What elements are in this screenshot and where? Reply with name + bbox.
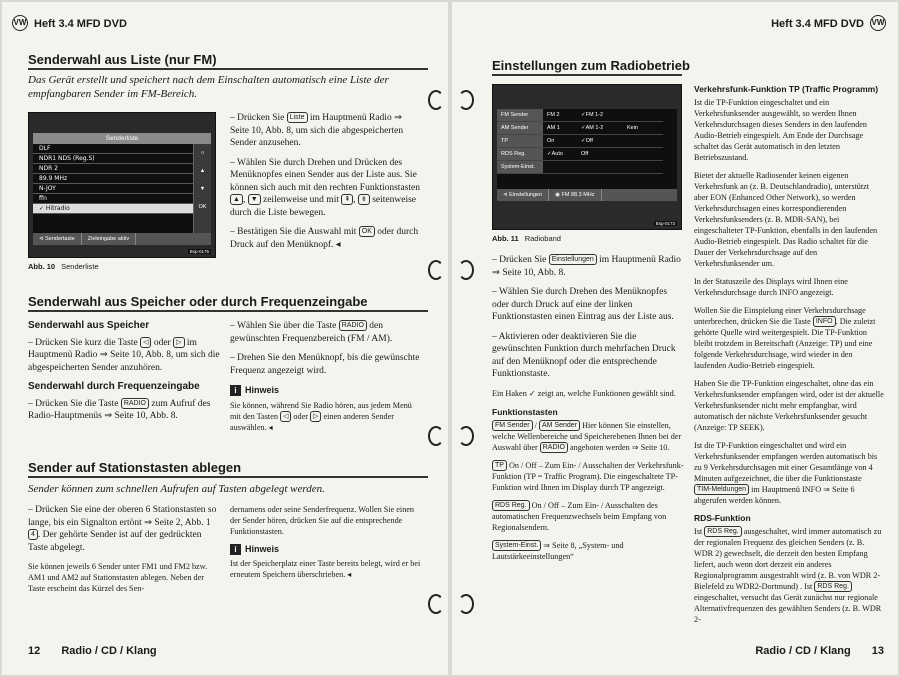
speicher-left-col: Senderwahl aus Speicher – Drücken Sie kurz die Taste ◁ oder ▷ im Hauptmenü Radio ⇒ Seite 10, Abb. 8, um sich die abgespeicherten Sender anzuhören. Senderwahl durch Frequenzeingabe – Drücken Sie die Taste RADIO zum Aufruf des Radio-Hauptmenüs ⇒ Seite 10, Abb. 8. [28,320,220,421]
info-icon: i [230,385,241,396]
binding-ring-icon [428,426,444,446]
screen-bottom-bar [33,233,211,245]
screen-title: Senderliste [33,133,211,144]
binding-ring-icon [428,90,444,110]
page-number: 13 [871,645,884,657]
einstellungen-key: ⊲ Einstellungen [497,189,549,201]
binding-ring-icon [458,426,474,446]
up-key: ▲ [230,194,243,205]
station-row: 89.9 MHz [33,174,193,184]
caption-number: Abb. 10 [28,262,56,271]
senderliste-screenshot [28,112,216,258]
figure-code: Bsp-0175 [189,249,209,254]
arrow-up-icon: ▲ [199,168,206,174]
liste-key: Liste [287,112,308,123]
page-up-key: ⇞ [341,194,353,205]
divider [28,476,428,478]
section-intro: Das Gerät erstellt und speichert nach dem Einschalten automatisch eine Liste der empfangbaren Sender im FM-Bereich. [28,74,389,100]
section-title-speicher: Senderwahl aus Speicher oder durch Frequenzeingabe [28,294,368,309]
page-down-key: ⇟ [358,194,370,205]
divider [28,68,428,70]
hinweis-heading: i Hinweis [230,544,422,555]
binding-ring-icon [458,90,474,110]
station-row: N-JOY [33,184,193,194]
divider [28,310,428,312]
caption-number: Abb. 11 [492,234,519,243]
binding-ring-icon [458,594,474,614]
screen-side-keys [193,144,211,233]
ok-key: OK [198,204,207,210]
speicher-right-col: – Wählen Sie über die Taste RADIO den gewünschten Frequenzbereich (FM / AM). – Drehen Sie den Menüknopf, bis die gewünschte Frequenz angezeigt wird. i Hinweis Sie können, während Sie Radio hören, aus jedem Menü mit den Tasten ◁ oder ▷ einen anderen Sender auswählen. ◂ [230,320,422,433]
page-header: Heft 3.4 MFD DVD [771,18,864,30]
down-key: ▼ [248,194,261,205]
arrow-down-icon: ▼ [199,186,206,192]
right-page [452,2,898,675]
subheading: Senderwahl aus Speicher [28,320,150,331]
radioband-screenshot [492,84,682,230]
sendertaste-key: ⊲ Sendertaste [33,233,82,245]
info-icon: i [230,544,241,555]
footer-section: Radio / CD / Klang [61,645,157,657]
tp-rds-col: Verkehrsfunk-Funktion TP (Traffic Programm) Ist die TP-Funktion eingeschaltet und ein Verkehrsfunksender ausgewählt, so werden Ihnen Verkehrsdurchsagen dieses Senders in den laufenden Audio-Betrieb eingespielt. Am Ende der Durchsage schaltet das Gerät automatisch in den letzten Betriebszustand. Bietet der aktuelle Radiosender keinen eigenen Verkehrsfunk an (z. B. Deutschlandradio), unterstützt aber EON (Enhanced Other Network), so werden Verkehrsdurchsagen eines korrespondierenden Verkehrsfunksenders (z. B. MDR-SAN), bei eingeschalteter TP-Funktion, ebenfalls in den laufenden Audio-Betrieb eingespielt. Das Radio schaltet für die Dauer der Verkehrsdurchsage auf den Verkehrsfunksender um. In der Statuszeile des Displays wird Ihnen eine Verkehrsdurchsage durch INFO angezeigt. Wollen Sie die Einspielung einer Verkehrsdurchsage unterbrechen, drücken Sie die Taste INFO . Die zuletzt gehörte Quelle wird weitergespielt. Die TP-Funktion bleibt trotzdem in Bereitschaft (Anzeige: TP) und eine folgende Verkehrsdurchsage, wird wieder in den laufenden Audio-Betrieb eingespielt. Haben Sie die TP-Funktion eingeschaltet, ohne das ein Verkehrsfunksender empfangen wird, oder ist der aktuelle Verkehrsfunksender nicht mehr empfangbar, wird automatisch der nächste Verkehrsfunksender gesucht (Anzeige: TP SEEK). Ist die TP-Funktion eingeschaltet und wird ein Verkehrsfunksender empfangen werden automatisch bis zu 9 Verkehrsdurchsagen mit einer Gesamtlänge von 4 Minuten aufgezeichnet, die über die Funktionstaste TIM-Meldungen im Hauptmenü INFO ⇒ Seite 6 abgerufen werden können. RDS-Funktion Ist RDS Reg. ausgeschaltet, wird immer automatisch zu der regionalen Frequenz des gleichen Senders (z. B. WDR 2) gewechselt, die derzeit den besten Empfang liefert, auch wenn dort derzeit ein anderes Regionalprogramm ausgestrahlt wird (z. B. von WDR 2-Bielefeld zu WDR2-Dortmund) . Ist RDS Reg. eingeschaltet, versucht das Gerät zunächst nur regionale Alternativfrequenzen des gewählten Senders (z. B. WDR 2- [694,84,884,624]
binding-ring-icon [428,594,444,614]
divider [492,74,682,76]
settings-grid: FM Sender FM 2 ✓FM 1-2 AM Sender AM 1 ✓AM 1-2 Kein TP On ✓Off RDS Reg. ✓Auto Off System-Einst. [497,109,663,174]
instructions-liste: – Drücken Sie Liste im Hauptmenü Radio ⇒ Seite 10, Abb. 8, um sich die abgespeicherten Sender anzusehen. – Wählen Sie durch Drehen und Drücken des Menüknopfes einen Sender aus der Liste aus. Sie können sich auch mit den rechten Funktionstasten ▲ , ▼ zeilenweise und mit ⇞ , ⇟ seitenweise durch die Liste bewegen. – Bestätigen Sie die Auswahl mit OK oder durch Druck auf den Menüknopf. ◂ [230,113,420,250]
frequency-readout: ◉ FM 88.3 MHz [549,189,601,201]
footer [28,645,157,657]
binding-ring-icon [458,260,474,280]
subheading: Verkehrsfunk-Funktion TP (Traffic Programm) [694,84,879,94]
figure-caption [28,262,99,271]
stationstasten-right-col: dernamens oder seine Senderfrequenz. Wollen Sie einen der Sender hören, drücken Sie auf die entsprechende Funktionstasten. i Hinweis Ist der Speicherplatz einer Taste bereits belegt, wird er bei erneutem Speichern überschrieben. ◂ [230,505,421,579]
page-number: 12 [28,645,41,657]
figure-caption [492,234,561,243]
caption-text: Senderliste [61,262,99,271]
section-title-stationstasten: Sender auf Stationstasten ablegen [28,460,242,475]
footer-section: Radio / CD / Klang [755,645,851,657]
section-intro: Sender können zum schnellen Aufrufen auf Tasten abgelegt werden. [28,483,325,495]
stationstasten-left-col: – Drücken Sie eine der oberen 6 Stationstasten so lange, bis ein Signalton ertönt ⇒ Seite 2, Abb. 1 4 . Der gehörte Sender ist auf der gedrückten Taste abgelegt. Sie können jeweils 6 Sender unter FM1 und FM2 bzw. AM1 und AM2 auf Stationstasten ablegen. Neben der Taste erscheint das Kürzel des Sen- [28,505,217,593]
subheading: Funktionstasten [492,406,558,417]
caption-text: Radioband [524,234,561,243]
station-row: ffn [33,194,193,204]
brightness-icon: ☼ [199,150,206,156]
subheading: RDS-Funktion [694,513,751,523]
left-page [2,2,448,675]
station-row: DLF [33,144,193,154]
station-row-selected: ✓ Hitradio [33,204,193,214]
section-title-liste: Senderwahl aus Liste (nur FM) [28,52,217,67]
ok-key: OK [359,226,375,237]
hinweis-heading: i Hinweis [230,384,422,397]
station-row: NDR1 NDS (Reg.S) [33,154,193,164]
section-title-einstellungen: Einstellungen zum Radiobetrieb [492,58,690,73]
zieleingabe-key: Zieleingabe aktiv [82,233,136,245]
vw-logo-icon: VW [12,15,28,31]
vw-logo-icon: VW [870,15,886,31]
einstellungen-col: – Drücken Sie Einstellungen im Hauptmenü Radio ⇒ Seite 10, Abb. 8. – Wählen Sie durch Drehen des Menüknopfes oder durch Druck auf eine der linken Funktionstasten einen Eintrag aus der Liste aus. – Aktivieren oder deaktivieren Sie die gewünschten Funktion durch mehrfachen Druck auf den Menüknopf oder die entsprechende Funktionstaste. Ein Haken ✓ zeigt an, welche Funktionen gewählt sind. Funktionstasten FM Sender / AM Sender Hier können Sie einstellen, welche Wellenbereiche und Speicherebenen Ihnen bei der Auswahl über RADIO angeboten werden ⇒ Seite 10. TP On / Off – Zum Ein- / Ausschalten der Verkehrsfunk-Funktion (TP = Traffic Program). Die eingeschaltete TP-Funktion wird Ihnen im Display durch TP angezeigt. RDS Reg. On / Off – Zum Ein- / Ausschalten des automatischen Frequenzwechsels beim Empfang von Regionalsendern. System-Einst. ⇒ Seite 8, „System- und Lautstärkeeinstellungen“ [492,255,684,561]
figure-code: Bsp-0173 [655,221,675,226]
subheading: Senderwahl durch Frequenzeingabe [28,381,200,392]
page-header: Heft 3.4 MFD DVD [34,18,127,30]
footer [755,645,884,657]
screen-bottom-bar [497,189,677,201]
binding-ring-icon [428,260,444,280]
station-row: NDR 2 [33,164,193,174]
